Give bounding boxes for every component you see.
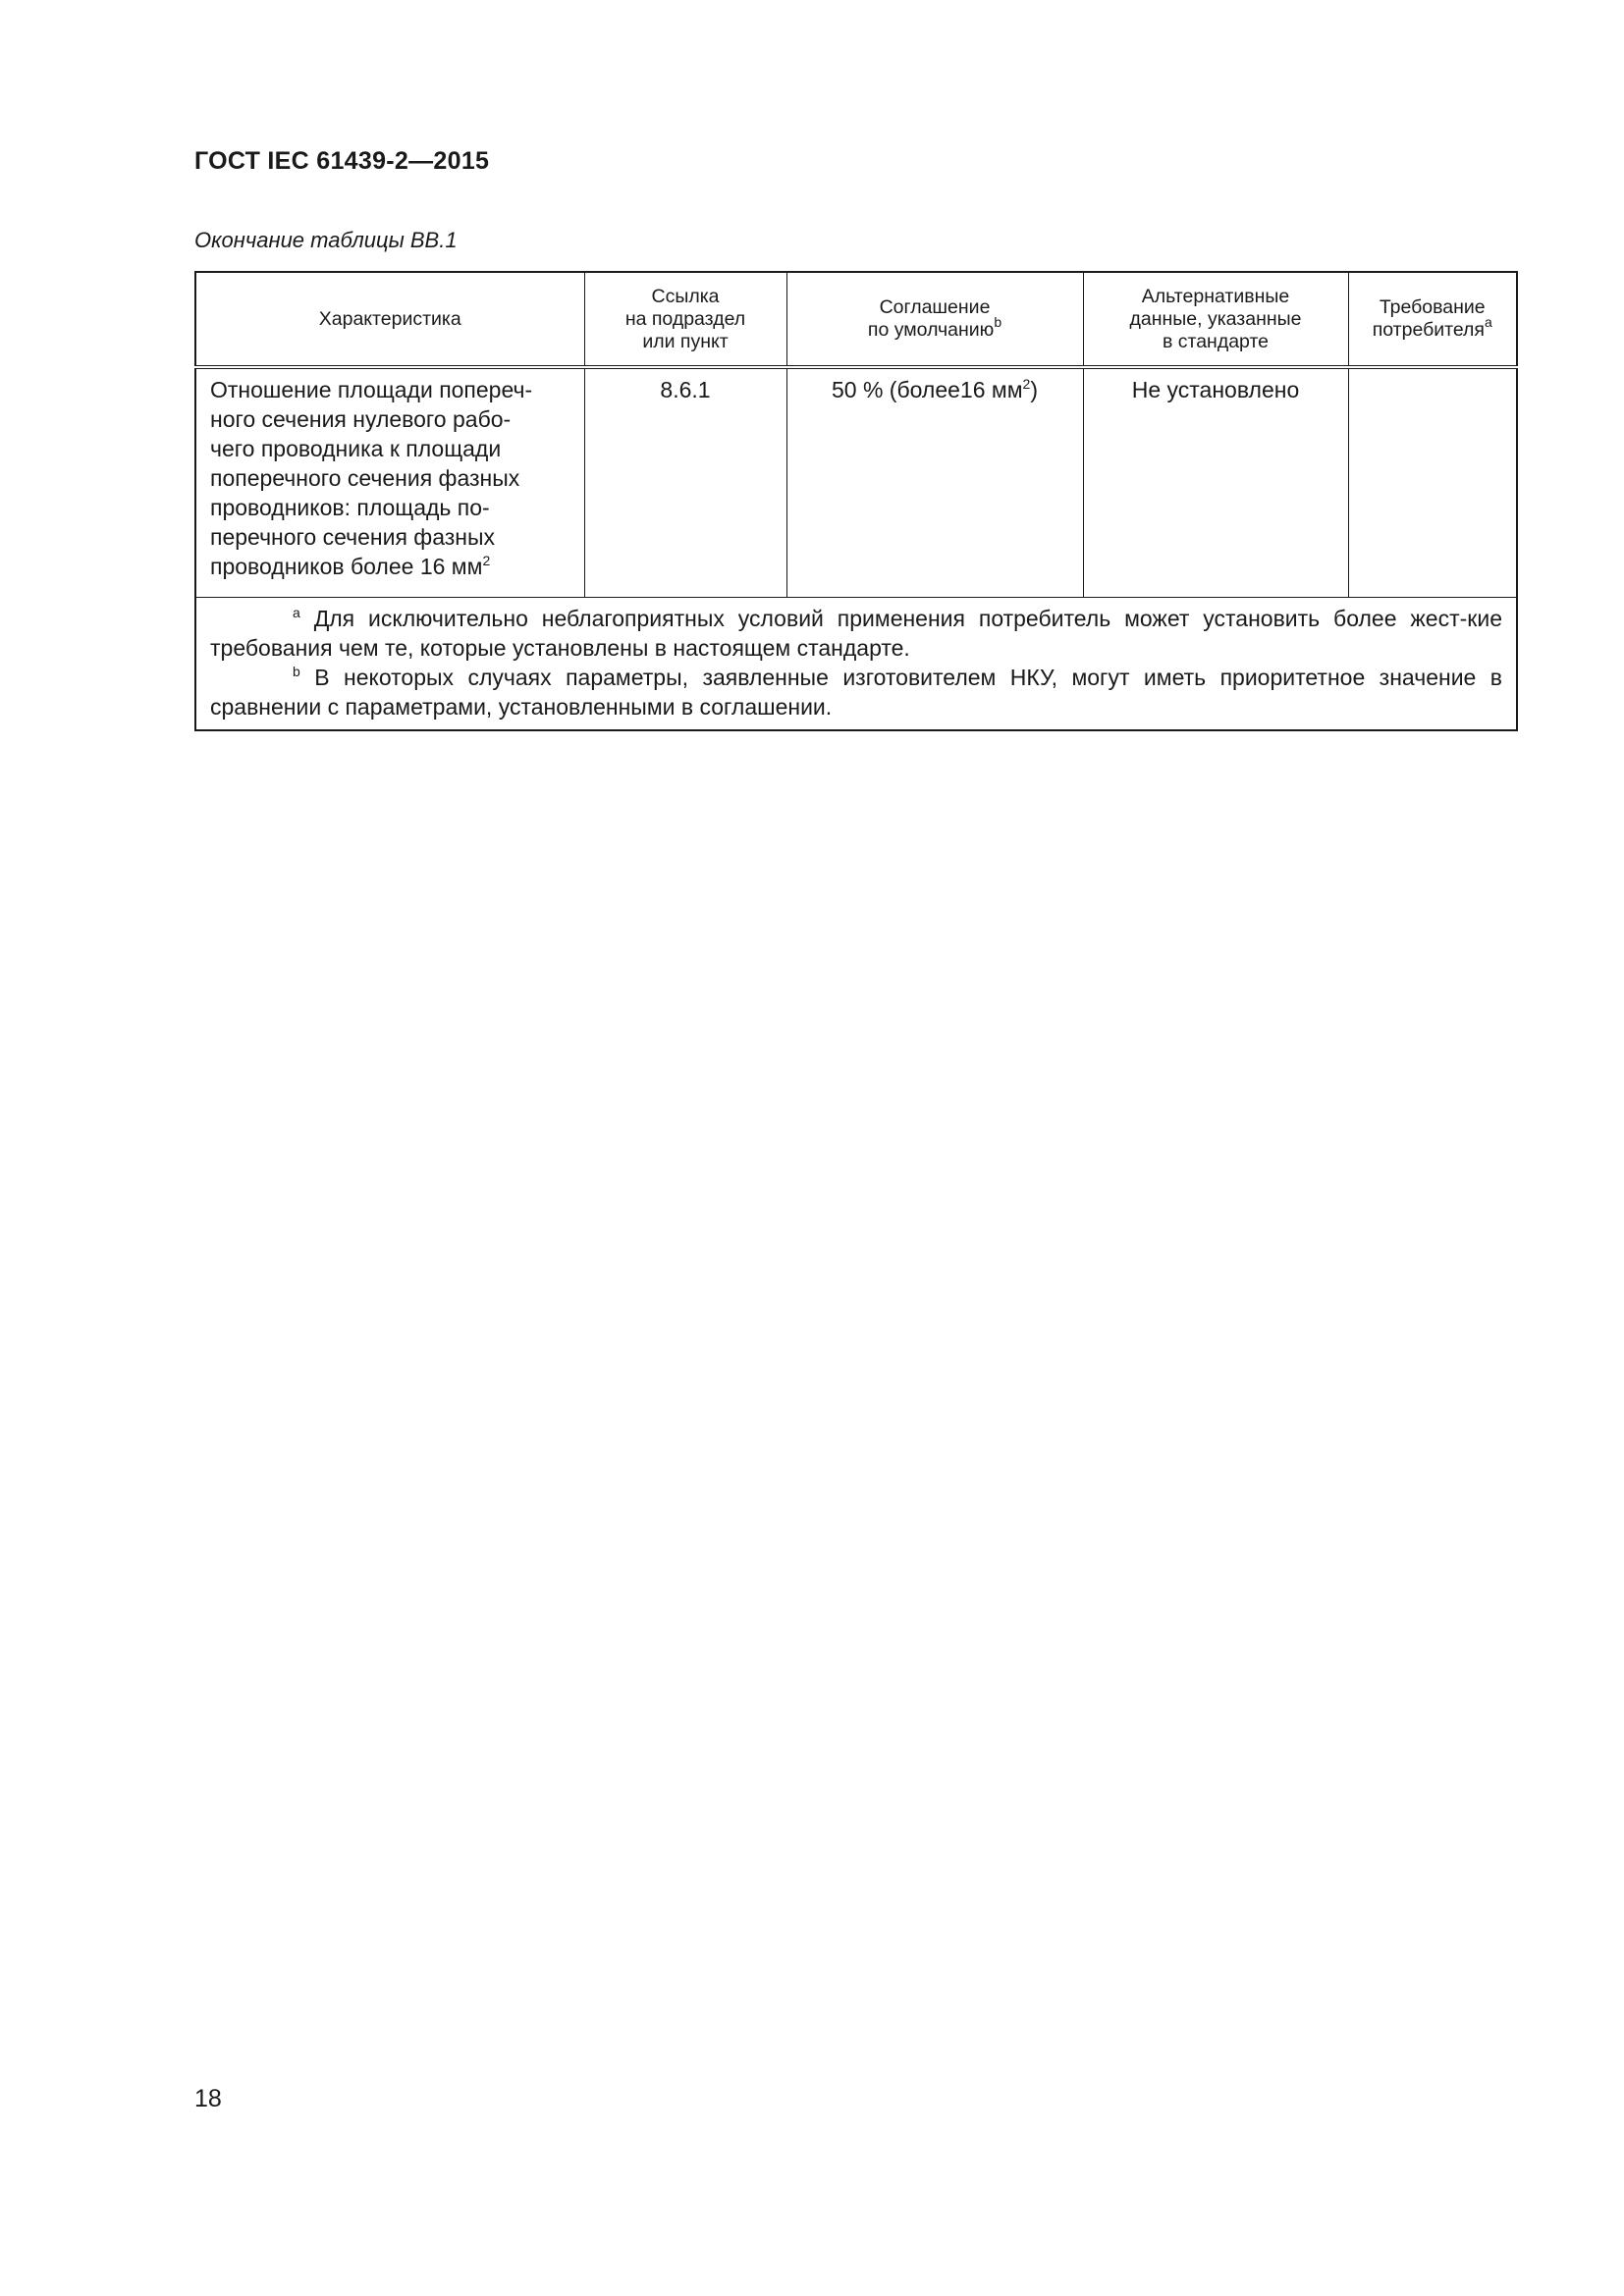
column-header-consumer-requirement bbox=[1348, 272, 1517, 367]
superscript: 2 bbox=[482, 553, 491, 568]
column-header-default-agreement-line: Соглашение bbox=[879, 296, 991, 318]
cell-default-agreement bbox=[786, 367, 1083, 598]
column-header-alternative-line: в стандарте bbox=[1162, 330, 1270, 352]
footnote-a bbox=[210, 604, 1502, 663]
column-header-alternative bbox=[1083, 272, 1348, 367]
cell-text-line: проводников: площадь по- bbox=[210, 495, 490, 520]
cell-alternative: Не установлено bbox=[1083, 367, 1348, 598]
table-notes bbox=[195, 598, 1517, 731]
cell-default-agreement-tail: ) bbox=[1030, 377, 1038, 402]
footnote-marker: b bbox=[994, 314, 1002, 330]
table-caption: Окончание таблицы ВВ.1 bbox=[194, 228, 458, 252]
table-header-row bbox=[195, 272, 1517, 367]
column-header-default-agreement bbox=[786, 272, 1083, 367]
column-header-alternative-line: Альтернативные bbox=[1141, 285, 1290, 307]
cell-text-line: поперечного сечения фазных bbox=[210, 465, 520, 491]
column-header-reference bbox=[584, 272, 786, 367]
page-number: 18 bbox=[194, 2085, 222, 2112]
footnote-marker: a bbox=[293, 605, 300, 620]
table-notes-row bbox=[195, 598, 1517, 731]
cell-text-line: Отношение площади попереч- bbox=[210, 377, 533, 402]
column-header-reference-line: на подраздел bbox=[624, 307, 746, 330]
footnote-text: Для исключительно неблагоприятных условий применения потребитель может установить более жест-кие требования чем те, которые установлены в настоящем стандарте. bbox=[210, 606, 1502, 661]
cell-text-line: перечного сечения фазных bbox=[210, 524, 496, 550]
specification-table bbox=[194, 271, 1518, 731]
footnote-marker: a bbox=[1485, 314, 1492, 330]
column-header-consumer-requirement-line: потребителя bbox=[1372, 319, 1485, 341]
cell-text-line: проводников более 16 мм bbox=[210, 554, 483, 579]
footnote-marker: b bbox=[293, 664, 300, 679]
cell-text-line: чего проводника к площади bbox=[210, 436, 502, 461]
cell-default-agreement-text: 50 % (более16 мм bbox=[831, 377, 1023, 402]
table-container bbox=[194, 271, 1516, 731]
footnote-b bbox=[210, 663, 1502, 721]
column-header-default-agreement-line: по умолчанию bbox=[867, 319, 995, 341]
column-header-reference-line: или пункт bbox=[642, 330, 729, 352]
footnote-text: В некоторых случаях параметры, заявленные изготовителем НКУ, могут иметь приоритетное значение в сравнении с параметрами, установленными в соглашении. bbox=[210, 665, 1502, 720]
cell-characteristic bbox=[195, 367, 584, 598]
column-header-alternative-line: данные, указанные bbox=[1129, 307, 1302, 330]
table-row bbox=[195, 367, 1517, 598]
superscript: 2 bbox=[1022, 376, 1031, 392]
document-header: ГОСТ IEC 61439-2—2015 bbox=[194, 147, 490, 175]
cell-consumer-requirement bbox=[1348, 367, 1517, 598]
column-header-reference-line: Ссылка bbox=[651, 285, 720, 307]
cell-text-line: ного сечения нулевого рабо- bbox=[210, 406, 512, 432]
column-header-characteristic: Характеристика bbox=[195, 272, 584, 367]
column-header-consumer-requirement-line: Требование bbox=[1379, 296, 1486, 318]
cell-reference: 8.6.1 bbox=[584, 367, 786, 598]
